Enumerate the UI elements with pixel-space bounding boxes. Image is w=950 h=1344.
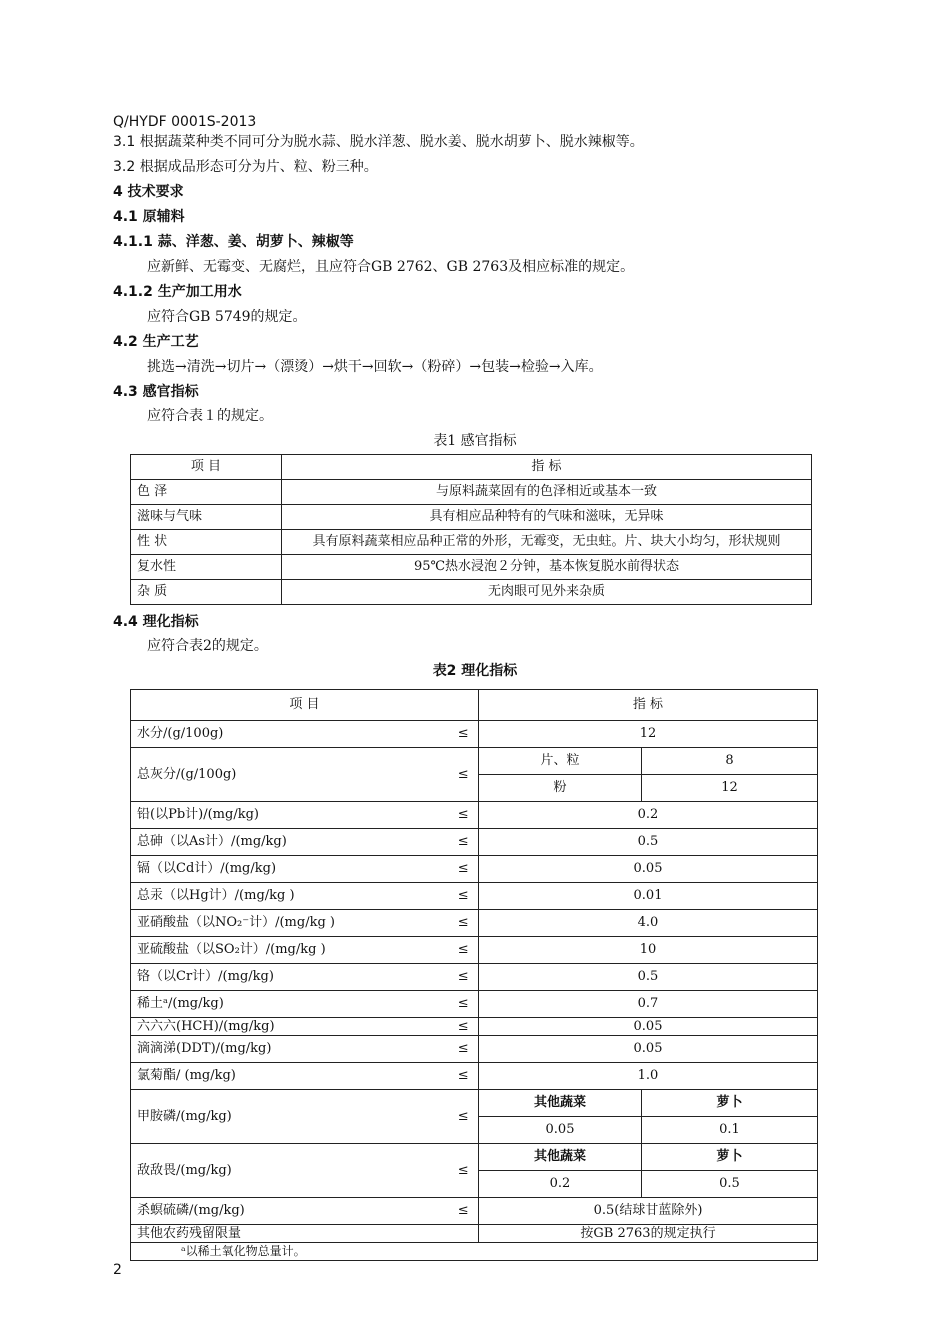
section-heading-4: 4 技术要求 — [113, 184, 184, 200]
table-header-row — [131, 690, 818, 721]
sensory-table — [130, 454, 812, 605]
item-label: 总灰分/(g/100g) — [131, 748, 449, 802]
table-row — [131, 580, 812, 605]
table-row — [131, 991, 818, 1018]
table-row — [131, 505, 812, 530]
section-heading-4-1-1: 4.1.1 蒜、洋葱、姜、胡萝卜、辣椒等 — [113, 234, 354, 250]
table-header-cell: 指 标 — [282, 455, 812, 480]
le-sign: ≤ — [449, 1018, 479, 1036]
limit-value: 0.2 — [479, 1171, 642, 1198]
table-header-cell: 项 目 — [131, 455, 282, 480]
table-row — [131, 829, 818, 856]
limit-value: 8 — [642, 748, 818, 775]
table-row — [131, 856, 818, 883]
table-row — [131, 1063, 818, 1090]
table-footnote: ᵃ以稀土氧化物总量计。 — [131, 1243, 818, 1261]
le-sign: ≤ — [449, 883, 479, 910]
item-label: 亚硝酸盐（以NO₂⁻计）/(mg/kg ) — [131, 910, 449, 937]
le-sign: ≤ — [449, 1198, 479, 1225]
table-row — [131, 937, 818, 964]
limit-value: 0.5 — [479, 829, 818, 856]
sub-label: 粉 — [479, 775, 642, 802]
le-sign: ≤ — [449, 829, 479, 856]
item-label: 六六六(HCH)/(mg/kg) — [131, 1018, 449, 1036]
table-cell: 滋味与气味 — [131, 505, 282, 530]
le-sign: ≤ — [449, 964, 479, 991]
limit-value: 0.5 — [479, 964, 818, 991]
sub-label: 萝卜 — [642, 1144, 818, 1171]
clause-3-1: 3.1 根据蔬菜种类不同可分为脱水蒜、脱水洋葱、脱水姜、脱水胡萝卜、脱水辣椒等。 — [113, 134, 644, 150]
table-row — [131, 1225, 818, 1243]
item-label: 水分/(g/100g) — [131, 721, 449, 748]
item-label: 甲胺磷/(mg/kg) — [131, 1090, 449, 1144]
le-sign: ≤ — [449, 748, 479, 802]
table-row — [131, 883, 818, 910]
le-sign: ≤ — [449, 910, 479, 937]
doc-header: Q/HYDF 0001S-2013 — [113, 114, 257, 130]
section-heading-4-3: 4.3 感官指标 — [113, 384, 199, 400]
limit-value: 12 — [642, 775, 818, 802]
table-row — [131, 910, 818, 937]
section-heading-4-1-2: 4.1.2 生产加工用水 — [113, 284, 242, 300]
table-row — [131, 1018, 818, 1036]
limit-value: 0.01 — [479, 883, 818, 910]
limit-value: 0.5 — [642, 1171, 818, 1198]
table-row — [131, 530, 812, 555]
limit-value: 10 — [479, 937, 818, 964]
table2-caption: 表2 理化指标 — [432, 663, 518, 679]
le-sign: ≤ — [449, 1063, 479, 1090]
sub-label: 片、粒 — [479, 748, 642, 775]
limit-value: 1.0 — [479, 1063, 818, 1090]
table-cell: 与原料蔬菜固有的色泽相近或基本一致 — [282, 480, 812, 505]
limit-value: 0.05 — [479, 856, 818, 883]
page-number: 2 — [113, 1262, 122, 1278]
table-row — [131, 964, 818, 991]
le-sign: ≤ — [449, 856, 479, 883]
item-label: 总砷（以As计）/(mg/kg) — [131, 829, 449, 856]
limit-value: 0.5(结球甘蓝除外) — [479, 1198, 818, 1225]
section-heading-4-4: 4.4 理化指标 — [113, 614, 199, 630]
limit-value: 0.2 — [479, 802, 818, 829]
table-row — [131, 721, 818, 748]
item-label: 敌敌畏/(mg/kg) — [131, 1144, 449, 1198]
item-label: 镉（以Cd计）/(mg/kg) — [131, 856, 449, 883]
table-cell: 95℃热水浸泡２分钟，基本恢复脱水前得状态 — [282, 555, 812, 580]
table-row — [131, 480, 812, 505]
table-cell: 无肉眼可见外来杂质 — [282, 580, 812, 605]
table-row — [131, 802, 818, 829]
table-cell: 杂 质 — [131, 580, 282, 605]
limit-value: 0.1 — [642, 1117, 818, 1144]
clause-4-1-1-text: 应新鲜、无霉变、无腐烂，且应符合GB 2762、GB 2763及相应标准的规定。 — [147, 259, 635, 275]
table1-caption: 表1 感官指标 — [433, 433, 517, 449]
le-sign: ≤ — [449, 991, 479, 1018]
limit-value: 0.7 — [479, 991, 818, 1018]
limit-value: 0.05 — [479, 1036, 818, 1063]
item-label: 稀土ᵃ/(mg/kg) — [131, 991, 449, 1018]
sub-label: 其他蔬菜 — [479, 1090, 642, 1117]
table-row — [131, 1144, 818, 1171]
le-sign: ≤ — [449, 1090, 479, 1144]
le-sign: ≤ — [449, 937, 479, 964]
table-header-cell: 项 目 — [131, 690, 479, 721]
item-label: 总汞（以Hg计）/(mg/kg ) — [131, 883, 449, 910]
le-sign: ≤ — [449, 1144, 479, 1198]
table-cell: 具有相应品种特有的气味和滋味，无异味 — [282, 505, 812, 530]
table-header-row — [131, 455, 812, 480]
clause-4-3-text: 应符合表１的规定。 — [147, 408, 273, 424]
item-label: 杀螟硫磷/(mg/kg) — [131, 1198, 449, 1225]
clause-4-4-text: 应符合表2的规定。 — [147, 638, 268, 654]
sub-label: 萝卜 — [642, 1090, 818, 1117]
item-label: 其他农药残留限量 — [131, 1225, 479, 1243]
le-sign: ≤ — [449, 721, 479, 748]
table-row — [131, 1090, 818, 1117]
table-cell: 性 状 — [131, 530, 282, 555]
item-label: 滴滴涕(DDT)/(mg/kg) — [131, 1036, 449, 1063]
item-label: 铅(以Pb计)/(mg/kg) — [131, 802, 449, 829]
limit-value: 按GB 2763的规定执行 — [479, 1225, 818, 1243]
le-sign: ≤ — [449, 802, 479, 829]
table-footnote-row — [131, 1243, 818, 1261]
le-sign: ≤ — [449, 1036, 479, 1063]
section-heading-4-2: 4.2 生产工艺 — [113, 334, 199, 350]
table-cell: 色 泽 — [131, 480, 282, 505]
table-header-cell: 指 标 — [479, 690, 818, 721]
sub-label: 其他蔬菜 — [479, 1144, 642, 1171]
table-row — [131, 1198, 818, 1225]
item-label: 亚硫酸盐（以SO₂计）/(mg/kg ) — [131, 937, 449, 964]
limit-value: 12 — [479, 721, 818, 748]
limit-value: 0.05 — [479, 1117, 642, 1144]
process-flow: 挑选→清洗→切片→（漂烫）→烘干→回软→（粉碎）→包装→检验→入库。 — [147, 359, 603, 375]
table-row — [131, 1036, 818, 1063]
item-label: 氯菊酯/ (mg/kg) — [131, 1063, 449, 1090]
clause-4-1-2-text: 应符合GB 5749的规定。 — [147, 309, 307, 325]
table-cell: 复水性 — [131, 555, 282, 580]
item-label: 铬（以Cr计）/(mg/kg) — [131, 964, 449, 991]
table-cell: 具有原料蔬菜相应品种正常的外形，无霉变，无虫蛀。片、块大小均匀，形状规则 — [282, 530, 812, 555]
physicochemical-table — [130, 689, 818, 1261]
clause-3-2: 3.2 根据成品形态可分为片、粒、粉三种。 — [113, 159, 378, 175]
limit-value: 0.05 — [479, 1018, 818, 1036]
section-heading-4-1: 4.1 原辅料 — [113, 209, 185, 225]
table-row — [131, 555, 812, 580]
table-row — [131, 748, 818, 775]
limit-value: 4.0 — [479, 910, 818, 937]
